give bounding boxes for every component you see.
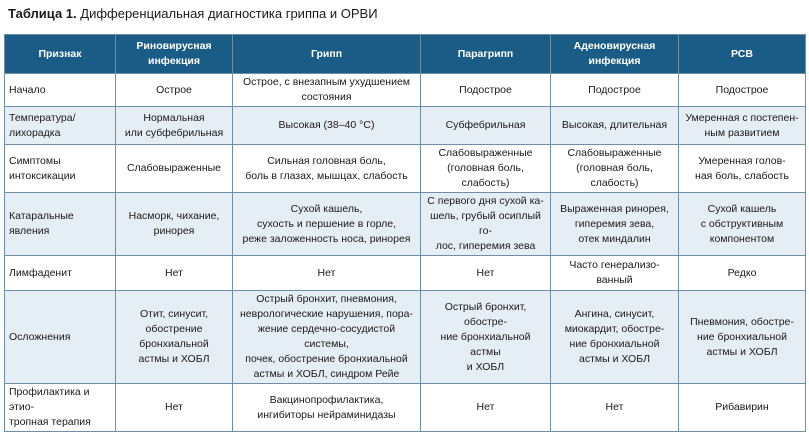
cell-influenza: Сильная головная боль, боль в глазах, мышцах, слабость [233, 145, 421, 193]
table-title: Дифференциальная диагностика гриппа и ОРВИ [80, 6, 378, 21]
cell-parainfluenza: Нет [421, 384, 551, 432]
cell-adenovirus: Ангина, синусит, миокардит, обостре- ние бронхиальной астмы и ХОБЛ [551, 291, 679, 384]
header-row [5, 35, 806, 74]
cell-rsv: Подострое [679, 74, 806, 107]
cell-adenovirus: Слабовыраженные (головная боль, слабость) [551, 145, 679, 193]
row-temperature [5, 107, 806, 145]
cell-rsv: Умеренная с постепен- ным развитием [679, 107, 806, 145]
row-label: Начало [5, 74, 116, 107]
table-number: Таблица 1. [8, 6, 77, 21]
row-intoxication [5, 145, 806, 193]
header-parainfluenza: Парагрипп [421, 35, 551, 74]
cell-rhinovirus: Острое [116, 74, 233, 107]
header-rhinovirus: Риновирусная инфекция [116, 35, 233, 74]
cell-parainfluenza: Подострое [421, 74, 551, 107]
cell-influenza: Высокая (38–40 °С) [233, 107, 421, 145]
cell-adenovirus: Высокая, длительная [551, 107, 679, 145]
cell-parainfluenza: Слабовыраженные (головная боль, слабость) [421, 145, 551, 193]
cell-rsv: Сухой кашель с обструктивным компонентом [679, 193, 806, 256]
cell-rsv: Рибавирин [679, 384, 806, 432]
header-rsv: РСВ [679, 35, 806, 74]
cell-adenovirus: Подострое [551, 74, 679, 107]
header-sign: Признак [5, 35, 116, 74]
table-caption [8, 5, 378, 23]
cell-rhinovirus: Слабовыраженные [116, 145, 233, 193]
cell-adenovirus: Выраженная ринорея, гиперемия зева, отек миндалин [551, 193, 679, 256]
cell-rsv: Редко [679, 256, 806, 291]
cell-rhinovirus: Отит, синусит, обострение бронхиальной астмы и ХОБЛ [116, 291, 233, 384]
cell-rsv: Умеренная голов- ная боль, слабость [679, 145, 806, 193]
cell-influenza: Нет [233, 256, 421, 291]
row-label: Температура/ лихорадка [5, 107, 116, 145]
row-label: Лимфаденит [5, 256, 116, 291]
cell-influenza: Острое, с внезапным ухудшением состояния [233, 74, 421, 107]
cell-adenovirus: Нет [551, 384, 679, 432]
header-adenovirus: Аденовирусная инфекция [551, 35, 679, 74]
cell-rhinovirus: Насморк, чихание, ринорея [116, 193, 233, 256]
cell-adenovirus: Часто генерализо- ванный [551, 256, 679, 291]
cell-influenza: Сухой кашель, сухость и першение в горле, реже заложенность носа, ринорея [233, 193, 421, 256]
cell-parainfluenza: Острый бронхит, обостре- ние бронхиальной астмы и ХОБЛ [421, 291, 551, 384]
cell-influenza: Острый бронхит, пневмония, неврологические нарушения, пора- жение сердечно-сосудистой системы, почек, обострение бронхиальной астмы и ХОБЛ, синдром Рейе [233, 291, 421, 384]
cell-parainfluenza: Нет [421, 256, 551, 291]
cell-rhinovirus: Нормальная или субфебрильная [116, 107, 233, 145]
row-complications [5, 291, 806, 384]
row-prevention [5, 384, 806, 432]
cell-influenza: Вакцинопрофилактика, ингибиторы нейраминидазы [233, 384, 421, 432]
cell-rsv: Пневмония, обостре- ние бронхиальной астмы и ХОБЛ [679, 291, 806, 384]
header-influenza: Грипп [233, 35, 421, 74]
row-label: Симптомы интоксикации [5, 145, 116, 193]
row-onset [5, 74, 806, 107]
cell-parainfluenza: Субфебрильная [421, 107, 551, 145]
row-lymphadenitis [5, 256, 806, 291]
row-label: Катаральные явления [5, 193, 116, 256]
row-catarrhal [5, 193, 806, 256]
diagnosis-table [4, 34, 806, 432]
cell-rhinovirus: Нет [116, 384, 233, 432]
row-label: Осложнения [5, 291, 116, 384]
row-label: Профилактика и этио- тропная терапия [5, 384, 116, 432]
cell-rhinovirus: Нет [116, 256, 233, 291]
cell-parainfluenza: С первого дня сухой ка- шель, грубый осиплый го- лос, гиперемия зева [421, 193, 551, 256]
